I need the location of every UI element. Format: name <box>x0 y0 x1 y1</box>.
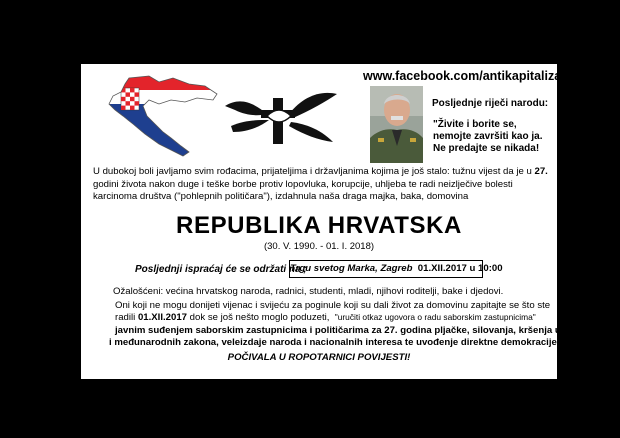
last-words-line: "Živite i borite se, <box>433 119 517 130</box>
life-dates: (30. V. 1990. - 01. I. 2018) <box>263 241 375 252</box>
donation-line: Oni koji ne mogu donijeti vijenac i svijeću za poginule koji su dali život za domovinu zapitajte se što ste <box>115 300 551 311</box>
last-words-line: nemojte završiti kao ja. <box>433 131 543 142</box>
croatia-map-flag-icon <box>93 72 221 160</box>
intro-text-cont: godini života nakon duge i teške borbe protiv lopovluka, korupcije, uhljeba te radi neizlječive bolesti karcinoma društva ("pohlepnih političara"), izdahnula naša draga majka, baka, domovina <box>93 178 513 202</box>
funeral-place: Trgu svetog Marka, Zagreb <box>290 263 413 274</box>
facebook-url[interactable]: www.facebook.com/antikapitalizam <box>363 69 573 83</box>
trial-line: i međunarodnih zakona, veleizdaje naroda i nacionalnih interesa te uvođenje direktne demokracije! <box>109 337 561 348</box>
donation-text: radili <box>115 312 138 323</box>
ribbon-cross-icon <box>221 86 341 150</box>
funeral-date: 01.XII.2017 u 10:00 <box>417 263 503 274</box>
obituary-card <box>81 64 595 379</box>
intro-paragraph <box>93 166 551 204</box>
intro-years: 27. <box>534 166 548 177</box>
deceased-name: REPUBLIKA HRVATSKA <box>176 212 462 239</box>
intro-text: U dubokoj boli javljamo svim rođacima, prijateljima i državljanima kojima je još stalo: tužnu vijest da je u <box>93 166 535 177</box>
donation-quote: "uručiti otkaz ugovora o radu saborskim zastupnicima" <box>334 312 536 322</box>
funeral-details-box <box>289 260 503 278</box>
last-words-heading: Posljednje riječi narodu: <box>432 98 549 109</box>
donation-text-cont: dok se još nešto moglo poduzeti, <box>187 312 330 323</box>
last-words-line: Ne predajte se nikada! <box>433 143 540 154</box>
portrait-photo <box>370 86 423 163</box>
donation-date: 01.XII.2017 <box>137 312 188 323</box>
funeral-label: Posljednji ispraćaj će se održati na ; <box>135 264 307 275</box>
mourners-line: Ožalošćeni: većina hrvatskog naroda, radnici, studenti, mladi, njihovi roditelji, bake i djedovi. <box>113 286 504 297</box>
trial-line: javnim suđenjem saborskim zastupnicima i političarima za 27. godina pljačke, silovanja, kršenja ustavnih <box>115 325 595 336</box>
closing-line: POČIVALA U ROPOTARNICI POVIJESTI! <box>227 352 411 363</box>
donation-line-2 <box>115 312 536 323</box>
